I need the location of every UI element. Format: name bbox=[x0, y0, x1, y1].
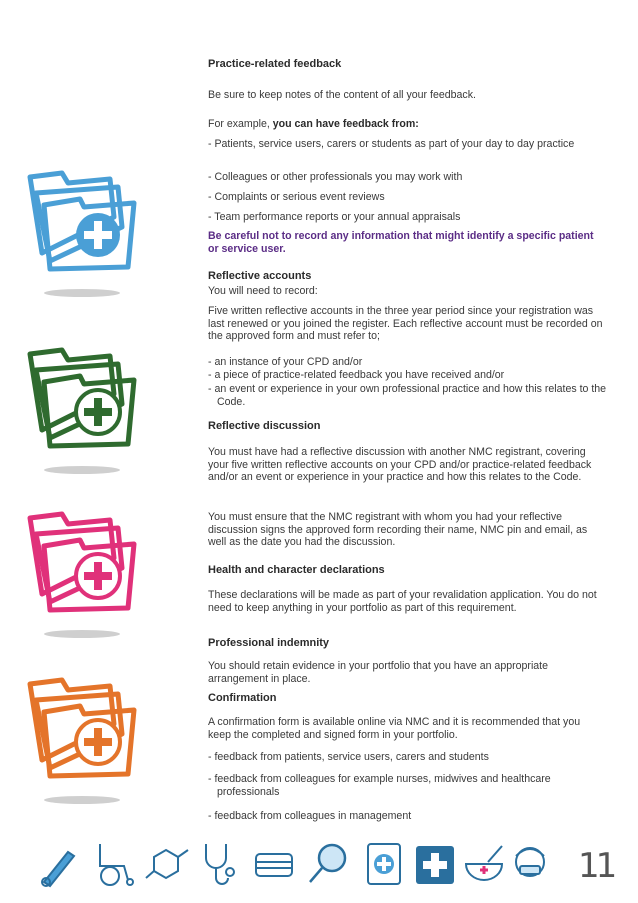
green-medical-folder-icon bbox=[22, 342, 162, 482]
wheelchair-icon bbox=[100, 844, 133, 885]
feedback-intro: Be sure to keep notes of the content of all your feedback. bbox=[208, 89, 476, 101]
reflective-discussion-p2: You must ensure that the NMC registrant with whom you had your reflective discussion signs the approved form recording their name, NMC pin and email, as well as the date you had the discussion. bbox=[208, 511, 588, 549]
confirmation-body: A confirmation form is available online via NMC and it is recommended that you keep the completed and signed form in your portfolio. bbox=[208, 716, 581, 741]
blue-medical-folder-icon bbox=[22, 165, 162, 305]
orange-medical-folder-icon bbox=[22, 672, 162, 812]
thermometer-icon bbox=[42, 852, 74, 886]
confirmation-item: - feedback from colleagues for example nurses, midwives and healthcare professionals bbox=[208, 773, 551, 798]
health-body: These declarations will be made as part of your revalidation application. You do not need to keep anything in your portfolio as part of this requirement. bbox=[208, 589, 597, 614]
reflective-accounts-item: - an event or experience in your own professional practice and how this relates to the Code. bbox=[208, 383, 607, 408]
molecule-icon bbox=[146, 850, 188, 878]
feedback-example-prefix: For example, bbox=[208, 118, 273, 130]
reflective-discussion-heading: Reflective discussion bbox=[208, 420, 321, 432]
feedback-item: - Complaints or serious event reviews bbox=[208, 191, 385, 203]
doctor-icon bbox=[516, 848, 544, 876]
reflective-accounts-body: Five written reflective accounts in the three year period since your registration was last renewed or you joined the register. Each reflective account must be recorded on the approved form and must refer to; bbox=[208, 305, 603, 343]
footer-icon-strip bbox=[38, 840, 558, 893]
confirmation-item: - feedback from patients, service users, carers and students bbox=[208, 751, 489, 763]
first-aid-cabinet-icon bbox=[368, 844, 400, 884]
reflective-accounts-sub: You will need to record: bbox=[208, 285, 318, 297]
reflective-discussion-p1: You must have had a reflective discussion with another NMC registrant, covering your five written reflective accounts on your CPD and/or practice-related feedback and/or an event or experience in your practice and how this relates to the Code. bbox=[208, 446, 592, 484]
feedback-item: - Colleagues or other professionals you may work with bbox=[208, 171, 463, 183]
first-aid-kit-icon bbox=[416, 846, 454, 884]
stethoscope-icon bbox=[206, 844, 234, 884]
reflective-accounts-heading: Reflective accounts bbox=[208, 270, 312, 282]
content-column bbox=[208, 0, 607, 830]
confirmation-heading: Confirmation bbox=[208, 692, 277, 704]
magnifier-icon bbox=[310, 845, 345, 882]
pink-medical-folder-icon bbox=[22, 506, 162, 646]
feedback-warning: Be careful not to record any information that might identify a specific patient or service user. bbox=[208, 230, 594, 255]
mortar-pestle-icon bbox=[466, 846, 502, 880]
reflective-accounts-item: - an instance of your CPD and/or bbox=[208, 356, 363, 368]
face-mask-icon bbox=[256, 854, 292, 876]
feedback-item: - Team performance reports or your annual appraisals bbox=[208, 211, 461, 223]
reflective-accounts-item: - a piece of practice-related feedback you have received and/or bbox=[208, 369, 505, 381]
health-heading: Health and character declarations bbox=[208, 564, 385, 576]
feedback-item: - Patients, service users, carers or students as part of your day to day practice bbox=[208, 138, 575, 150]
indemnity-body: You should retain evidence in your portfolio that you have an appropriate arrangement in place. bbox=[208, 660, 549, 685]
feedback-example-strong: you can have feedback from: bbox=[272, 118, 419, 130]
feedback-example bbox=[208, 118, 603, 131]
feedback-heading: Practice-related feedback bbox=[208, 58, 342, 70]
confirmation-item: - feedback from colleagues in management bbox=[208, 810, 412, 822]
indemnity-heading: Professional indemnity bbox=[208, 637, 330, 649]
page-number: 11 bbox=[578, 846, 614, 886]
